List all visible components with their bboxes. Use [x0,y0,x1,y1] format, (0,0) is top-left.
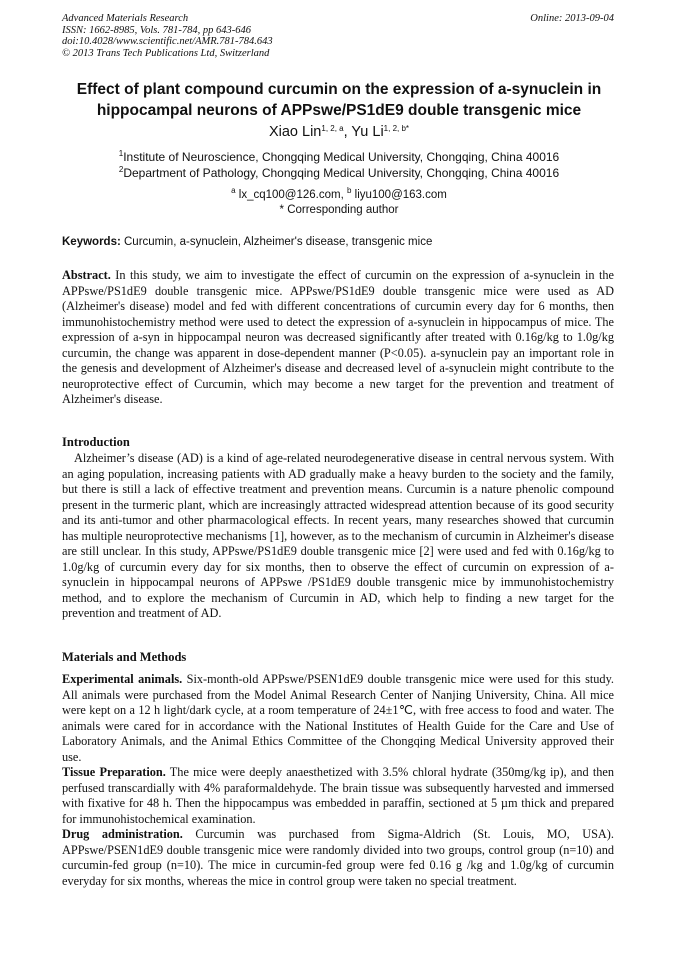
email-a: lx_cq100@126.com, [235,189,347,201]
keywords [62,236,616,248]
drug-paragraph [62,827,614,889]
author-2-affil: 1, 2, b* [383,124,410,133]
author-2-name: Yu Li [351,124,384,140]
affiliations [0,150,678,181]
affiliation-2 [0,166,678,182]
author-1-name: Xiao Lin [268,124,322,140]
abstract [62,268,614,408]
tissue-text: The mice were deeply anaesthetized with 3.5% chloral hydrate (350mg/kg ip), and then perfused transcardially with 4% paraformaldehyde. The brain tissue was subsequently harvested and immersed with fixative for 48 h. Then the hippocampus was embedded in paraffin, sectioned at 5 µm thick and prepared for immunohistochemical examination. [62,765,614,826]
methods-heading: Materials and Methods [62,650,187,664]
affiliation-2-text: Department of Pathology, Chongqing Medical University, Chongqing, China 40016 [123,165,560,180]
email-line [0,188,678,203]
issn-line: ISSN: 1662-8985, Vols. 781-784, pp 643-646 [62,24,251,36]
animals-paragraph [62,672,614,765]
journal-metadata [62,13,273,59]
affiliation-2-sup: 2 [118,164,124,174]
affiliation-1-sup: 1 [118,149,124,158]
keywords-text: Curcumin, a-synuclein, Alzheimer's disease, transgenic mice [120,236,433,248]
keywords-label: Keywords: [62,236,121,248]
tissue-paragraph [62,765,614,827]
author-1-affil: 1, 2, a [321,124,344,133]
animals-text: Six-month-old APPswe/PSEN1dE9 double transgenic mice were used for this study. All animals were purchased from the Model Animal Research Center of Nanjing University, China. All mice were kept on a 12 h light/dark cycle, at a room temperature of 24±1℃, with free access to food and water. The animals were cared for in accordance with the National Institutes of Health Guide for the Care and Use of Laboratory Animals, and the Animal Ethics Committee of the Chongqing Medical University approved their use. [62,672,614,764]
affiliation-1-text: Institute of Neuroscience, Chongqing Medical University, Chongqing, China 40016 [123,150,560,164]
online-date: Online: 2013-09-04 [530,13,614,24]
introduction-text: Alzheimer’s disease (AD) is a kind of age-related neurodegenerative disease in central nervous system. With an aging population, increasing patients with AD gradually make a heavy burden to the society and the family, but there is still a lack of effective treatment and prevention means. Curcumin is a nature phenolic compound present in the turmeric plant, which are increasingly attracted widespread attention because of its good security and its anti-tumor and other pharmacological effects. In recent years, many researches showed that curcumin has multiple neuroprotective mechanisms [1], however, as to the mechanism of curcumin in Alzheimer's disease are still unclear. In this study, APPswe/PS1dE9 double transgenic mice [2] were used and fed with 0.16g/kg to 1.0g/kg of curcumin every day for six months, then to observe the effect of curcumin on expression of a-synuclein in hippocampal neurons of APPswe /PS1dE9 double transgenic mice by immunohistochemistry method, and to explore the mechanism of Curcumin in AD, which help to finding a new target for the prevention and treatment of AD. [62,451,614,620]
title-line-2: hippocampal neurons of APPswe/PS1dE9 double transgenic mice [96,102,582,119]
email-b: liyu100@163.com [351,189,447,201]
contact-emails [0,188,678,217]
paper-title [40,79,638,121]
introduction-body [62,451,614,622]
drug-label: Drug administration. [62,827,183,841]
methods-body [62,672,614,889]
doi-line: doi:10.4028/www.scientific.net/AMR.781-784.643 [62,36,273,47]
email-b-sup: b [346,186,352,195]
introduction-heading: Introduction [62,435,130,449]
author-list [0,124,678,140]
journal-name: Advanced Materials Research [62,13,189,24]
animals-label: Experimental animals. [62,672,183,686]
affiliation-1 [0,150,678,166]
title-line-1: Effect of plant compound curcumin on the expression of a-synuclein in [76,81,602,98]
abstract-label: Abstract. [62,268,111,282]
author-separator: , [343,124,352,140]
copyright-line: © 2013 Trans Tech Publications Ltd, Switzerland [62,47,270,59]
corresponding-author-note: * Corresponding author [279,203,399,216]
drug-text: Curcumin was purchased from Sigma-Aldrich (St. Louis, MO, USA). APPswe/PSEN1dE9 double transgenic mice were randomly divided into two groups, control group (n=10) and curcumin-fed group (n=10). The mice in curcumin-fed group were fed 0.16 g /kg and 1.0g/kg of curcumin everyday for six months, whereas the mice in control group were taken no special treatment. [62,827,614,888]
email-a-sup: a [231,186,236,195]
tissue-label: Tissue Preparation. [62,765,166,779]
abstract-text: In this study, we aim to investigate the effect of curcumin on the expression of a-synuclein in the APPswe/PS1dE9 double transgenic mice. APPswe/PS1dE9 double transgenic mice were used as AD (Alzheimer's disease) model and fed with different concentrations of curcumin every day for 6 months, then immunohistochemistry method were used to detect the expression of a-synuclein in hippocampus of mice. The expression of a-syn in hippocampal neuron was decreased significantly after treated with 0.16g/kg to 1.0g/kg curcumin, the change was apparent in dose-dependent manner (P<0.05). a-synuclein pay an important role in the genesis and development of Alzheimer's disease and decreased level of a-synuclein might contribute to the neuroprotective effect of Curcumin, which may become a new target for the prevention and treatment of Alzheimer's disease. [62,268,614,406]
